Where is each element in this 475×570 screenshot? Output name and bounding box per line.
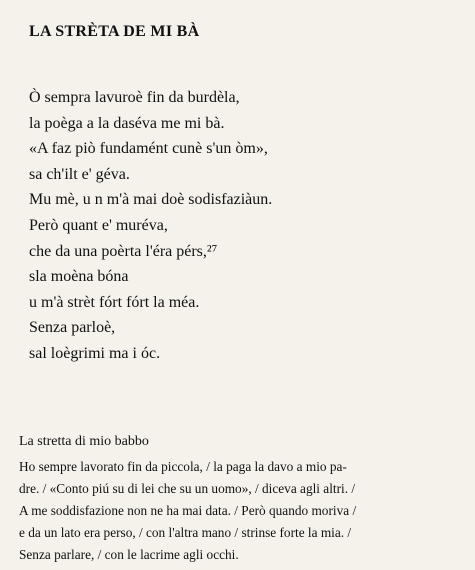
poem-line: u m'à strèt fórt fórt la méa. — [29, 293, 200, 311]
translation-line: Senza parlare, / con le lacrime agli occhi. — [19, 547, 239, 562]
poem-title: LA STRÈTA DE MI BÀ — [29, 23, 200, 40]
poem-line: sa ch'ilt e' géva. — [29, 165, 130, 183]
translation-line: Ho sempre lavorato fin da piccola, / la paga la davo a mio pa- — [19, 459, 347, 474]
translation-line: dre. / «Conto piú su di lei che su un uomo», / diceva agli altri. / — [19, 481, 356, 496]
poem-line: sla moèna bóna — [29, 268, 129, 286]
poem-line: Mu mè, u n m'à mai doè sodisfaziàun. — [29, 191, 273, 209]
poem-line: Però quant e' muréva, — [29, 216, 168, 234]
poem-line: «A faz piò fundamént cunè s'un òm», — [29, 140, 268, 158]
translation-line: e da un lato era perso, / con l'altra mano / strinse forte la mia. / — [19, 525, 352, 540]
poem-line: sal loègrimi ma i óc. — [29, 344, 161, 362]
poem-body — [29, 85, 272, 367]
poem-line: la poèga a la daséva me mi bà. — [29, 114, 225, 132]
translation-title: La stretta di mio babbo — [19, 434, 149, 449]
poem-line: Ò sempra lavuroè fin da burdèla, — [29, 89, 240, 106]
poem-line: che da una poèrta l'éra pérs,²⁷ — [29, 242, 218, 260]
translation-line: A me soddisfazione non ne ha mai data. / Però quando moriva / — [19, 503, 357, 518]
poem-line: Senza parloè, — [29, 319, 116, 337]
